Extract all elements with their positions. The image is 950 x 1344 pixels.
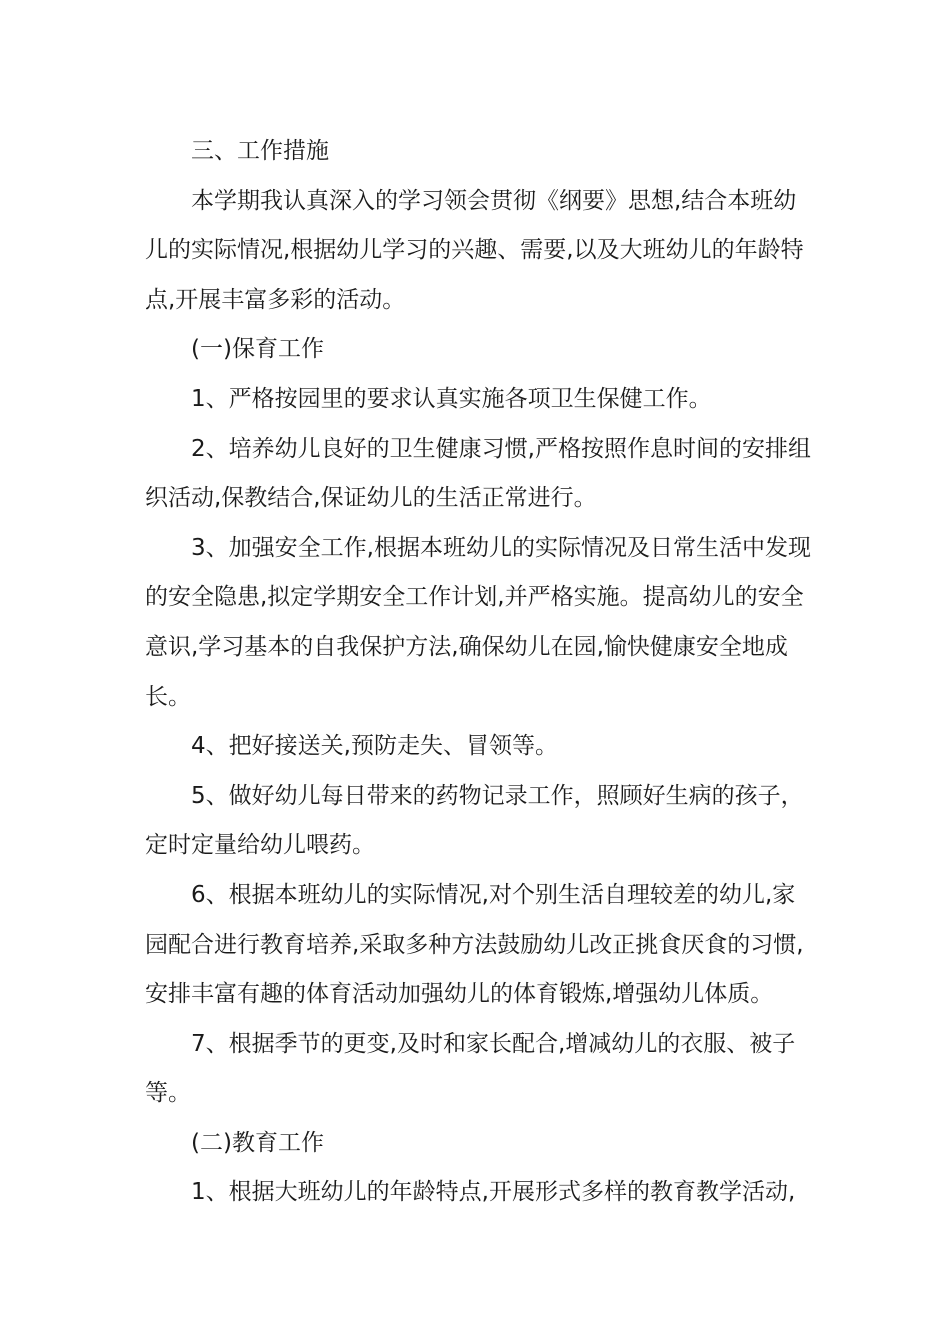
intro-paragraph: 本学期我认真深入的学习领会贯彻《纲要》思想,结合本班幼儿的实际情况,根据幼儿学习的兴趣、需要,以及大班幼儿的年龄特点,开展丰富多彩的活动。	[145, 187, 804, 313]
subsection-heading-care: (一)保育工作	[191, 336, 324, 363]
care-item-7: 7、根据季节的更变,及时和家长配合,增减幼儿的衣服、被子等。	[145, 1030, 796, 1107]
care-item-6: 6、根据本班幼儿的实际情况,对个别生活自理较差的幼儿,家园配合进行教育培养,采取多种方法鼓励幼儿改正挑食厌食的习惯,安排丰富有趣的体育活动加强幼儿的体育锻炼,增强幼儿体质。	[145, 881, 804, 1008]
education-item-1: 1、根据大班幼儿的年龄特点,开展形式多样的教育教学活动,	[191, 1179, 796, 1206]
subsection-heading-education: (二)教育工作	[191, 1129, 324, 1156]
care-item-1: 1、严格按园里的要求认真实施各项卫生保健工作。	[191, 385, 712, 412]
care-item-3: 3、加强安全工作,根据本班幼儿的实际情况及日常生活中发现的安全隐患,拟定学期安全工作计划,并严格实施。提高幼儿的安全意识,学习基本的自我保护方法,确保幼儿在园,愉快健康安全地成长。	[145, 534, 811, 710]
section-heading: 三、工作措施	[191, 138, 329, 164]
care-item-4: 4、把好接送关,预防走失、冒领等。	[191, 733, 558, 760]
document-body	[145, 127, 813, 1218]
care-item-2: 2、培养幼儿良好的卫生健康习惯,严格按照作息时间的安排组织活动,保教结合,保证幼儿的生活正常进行。	[145, 435, 811, 512]
care-item-5: 5、做好幼儿每日带来的药物记录工作，照顾好生病的孩子，定时定量给幼儿喂药。	[145, 782, 804, 859]
